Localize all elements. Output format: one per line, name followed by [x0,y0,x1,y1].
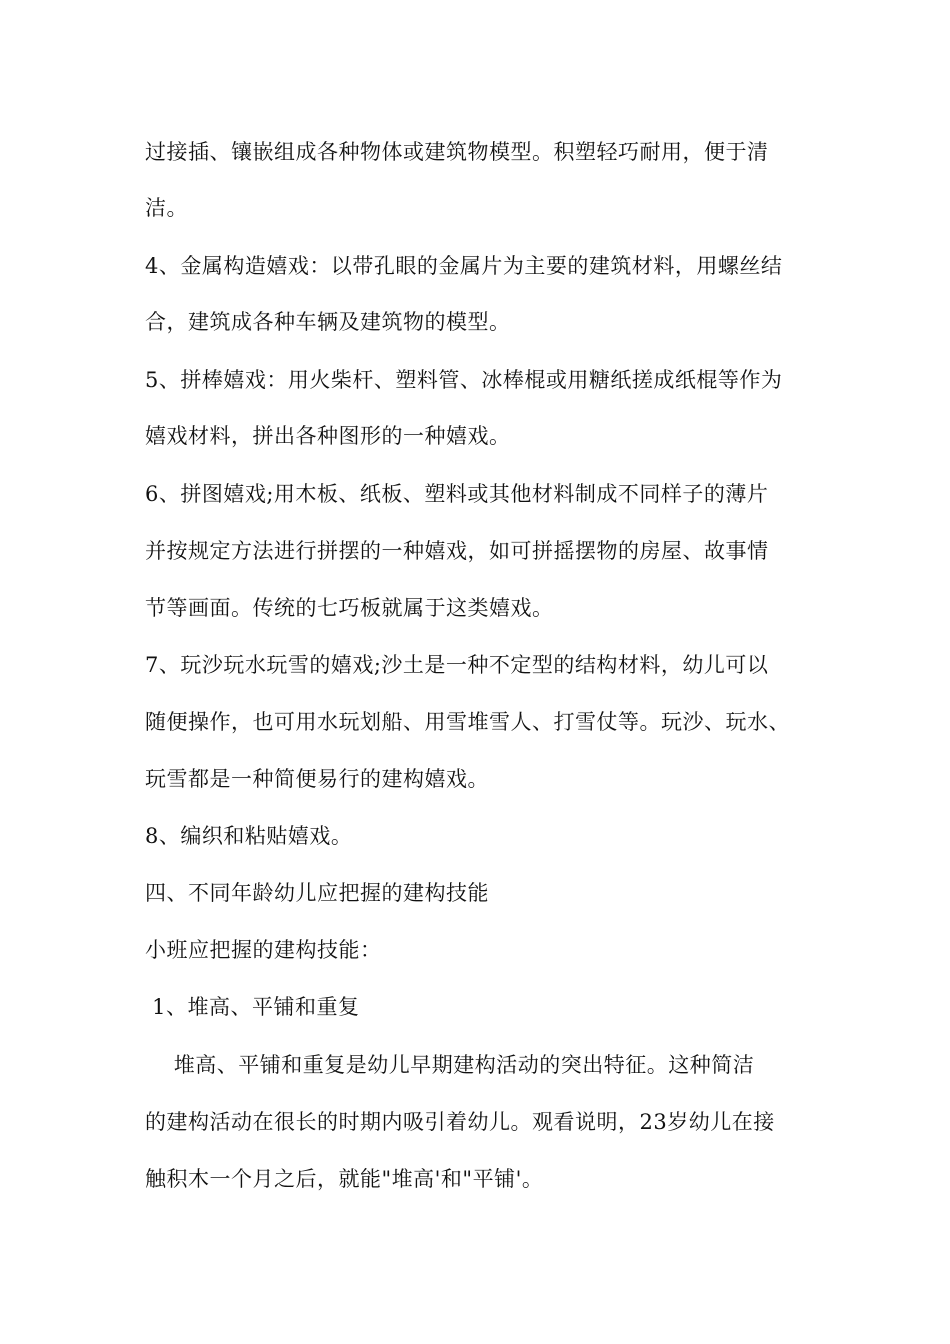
text-line: 洁。 [145,196,188,220]
section-heading: 四、不同年龄幼儿应把握的建构技能 [145,881,489,905]
text-line: 玩雪都是一种简便易行的建构嬉戏。 [145,767,489,791]
text-line: 嬉戏材料，拼出各种图形的一种嬉戏。 [145,424,511,448]
text-line: 过接插、镶嵌组成各种物体或建筑物模型。积塑轻巧耐用，便于清 [145,140,769,164]
text-line: 合，建筑成各种车辆及建筑物的模型。 [145,310,511,334]
subheading: 小班应把握的建构技能： [145,938,382,962]
text-line: 6、拼图嬉戏;用木板、纸板、塑料或其他材料制成不同样子的薄片 [145,482,769,506]
text-line: 节等画面。传统的七巧板就属于这类嬉戏。 [145,596,554,620]
text-line: 的建构活动在很长的时期内吸引着幼儿。观看说明，23岁幼儿在接 [145,1110,775,1134]
text-line: 7、玩沙玩水玩雪的嬉戏;沙土是一种不定型的结构材料，幼儿可以 [145,653,769,677]
list-item-heading: 1、堆高、平铺和重复 [145,995,360,1019]
text-line: 5、拼棒嬉戏：用火柴杆、塑料管、冰棒棍或用糖纸搓成纸棍等作为 [145,368,783,392]
text-line: 堆高、平铺和重复是幼儿早期建构活动的突出特征。这种简洁 [145,1053,755,1077]
text-line: 8、编织和粘贴嬉戏。 [145,824,353,848]
text-line: 随便操作，也可用水玩划船、用雪堆雪人、打雪仗等。玩沙、玩水、 [145,710,790,734]
text-line: 触积木一个月之后，就能"堆高'和"平铺'。 [145,1167,544,1191]
text-line: 并按规定方法进行拼摆的一种嬉戏，如可拼摇摆物的房屋、故事情 [145,539,769,563]
text-line: 4、金属构造嬉戏：以带孔眼的金属片为主要的建筑材料，用螺丝结 [145,254,783,278]
